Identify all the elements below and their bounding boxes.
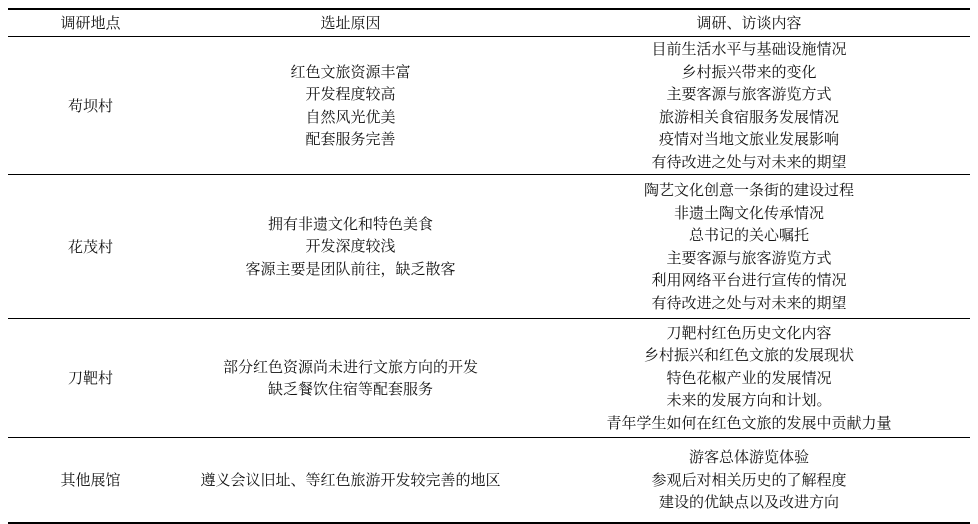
table-row [8, 37, 970, 175]
content-line: 陶艺文化创意一条街的建设过程 [643, 181, 854, 199]
reason-line: 配套服务完善 [305, 130, 396, 148]
content-line: 参观后对相关历史的了解程度 [651, 470, 847, 489]
location-cell: 花茂村 [67, 237, 113, 256]
table-header-row [8, 10, 970, 37]
reason-line: 遵义会议旧址、等红色旅游开发较完善的地区 [200, 470, 501, 489]
content-line: 建设的优缺点以及改进方向 [658, 493, 839, 512]
reason-line: 拥有非遗文化和特色美食 [267, 214, 433, 233]
reason-line: 开发深度较浅 [305, 237, 396, 256]
contents-cell [528, 319, 970, 437]
reason-line: 自然风光优美 [305, 107, 396, 126]
content-line: 主要客源与旅客游览方式 [666, 85, 832, 103]
content-line: 刀靶村红色历史文化内容 [666, 323, 832, 342]
content-line: 青年学生如何在红色文旅的发展中贡献力量 [606, 413, 892, 432]
content-line: 乡村振兴和红色文旅的发展现状 [643, 346, 854, 365]
reason-line: 客源主要是团队前往，缺乏散客 [245, 259, 456, 278]
table-row [8, 175, 970, 319]
table-row [8, 319, 970, 438]
reason-line: 开发程度较高 [305, 85, 396, 103]
content-line: 利用网络平台进行宣传的情况 [651, 271, 847, 289]
contents-cell [528, 438, 970, 522]
header-contents: 调研、访谈内容 [696, 14, 802, 32]
content-line: 游客总体游览体验 [688, 448, 809, 467]
survey-table [8, 8, 970, 524]
content-line: 主要客源与旅客游览方式 [666, 248, 832, 267]
header-reasons: 选址原因 [320, 14, 381, 32]
content-line: 旅游相关食宿服务发展情况 [658, 107, 839, 126]
content-line: 乡村振兴带来的变化 [681, 62, 817, 81]
location-cell: 刀靶村 [67, 369, 113, 387]
contents-cell [528, 175, 970, 318]
content-line: 有待改进之处与对未来的期望 [651, 152, 847, 171]
location-cell: 苟坝村 [67, 96, 113, 115]
header-location: 调研地点 [60, 14, 121, 32]
reasons-cell [173, 438, 528, 522]
reasons-cell [173, 37, 528, 174]
reason-line: 缺乏餐饮住宿等配套服务 [267, 380, 433, 398]
content-line: 非遗土陶文化传承情况 [673, 203, 824, 222]
reasons-cell [173, 319, 528, 437]
content-line: 未来的发展方向和计划。 [666, 391, 832, 410]
reason-line: 部分红色资源尚未进行文旅方向的开发 [222, 357, 478, 376]
content-line: 总书记的关心嘱托 [688, 226, 809, 244]
content-line: 目前生活水平与基础设施情况 [651, 40, 847, 58]
location-cell: 其他展馆 [60, 471, 121, 489]
content-line: 特色花椒产业的发展情况 [666, 368, 832, 387]
reason-line: 红色文旅资源丰富 [290, 62, 411, 81]
contents-cell [528, 37, 970, 174]
table-row [8, 438, 970, 522]
reasons-cell [173, 175, 528, 318]
content-line: 有待改进之处与对未来的期望 [651, 293, 847, 312]
content-line: 疫情对当地文旅业发展影响 [658, 130, 839, 148]
